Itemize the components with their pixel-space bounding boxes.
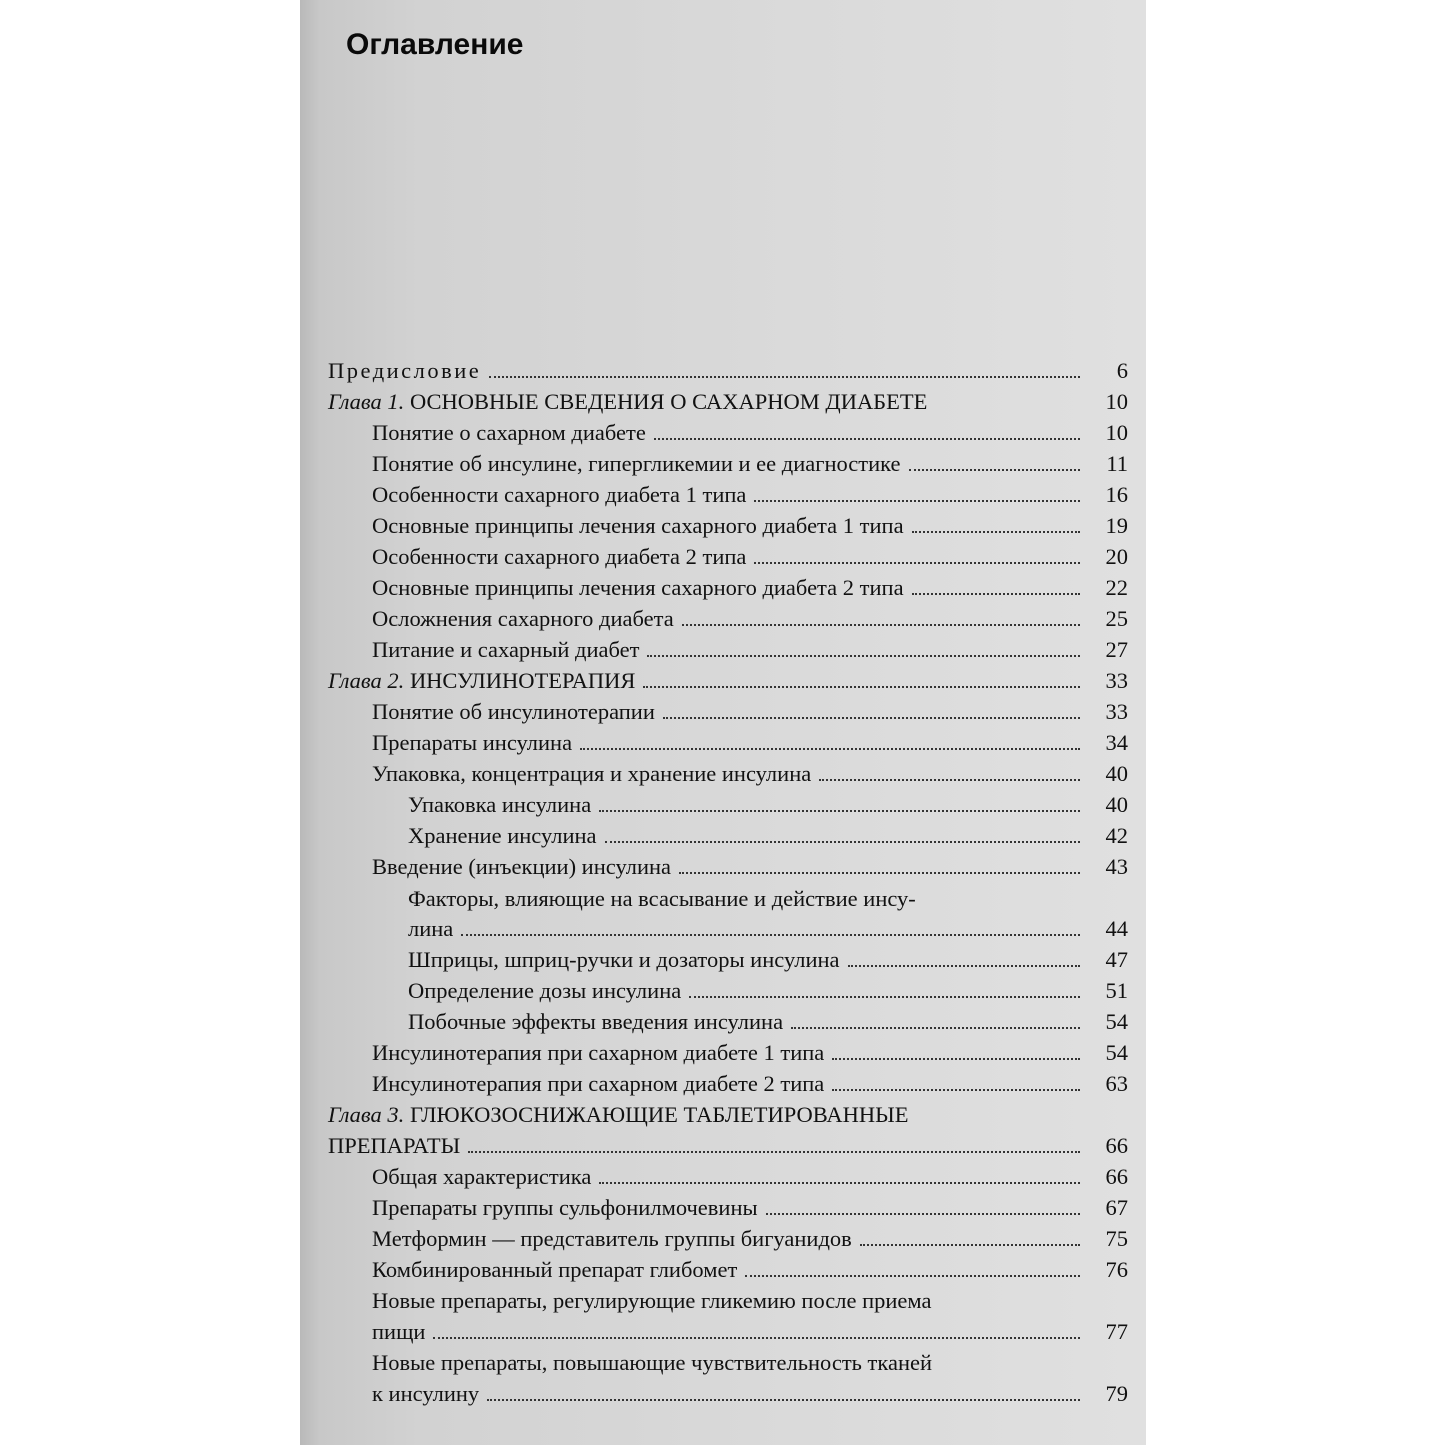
leader-dots (654, 438, 1080, 440)
toc-entry (328, 632, 1128, 663)
toc-page-number: 63 (1105, 1071, 1128, 1096)
toc-entry-label: Понятие об инсулинотерапии (372, 699, 655, 724)
leader-dots (860, 1244, 1080, 1246)
toc-page-number: 67 (1105, 1195, 1128, 1220)
toc-entry-label: Понятие о сахарном диабете (372, 420, 646, 445)
toc-entry-label: Инсулинотерапия при сахарном диабете 1 типа (372, 1040, 825, 1065)
toc-entry-label: Упаковка инсулина (408, 792, 592, 817)
toc-entry-label-continued: лина (408, 916, 454, 941)
leader-dots (935, 407, 1080, 409)
leader-dots (689, 996, 1080, 998)
leader-dots (754, 500, 1080, 502)
toc-entry-label: ГЛЮКОЗОСНИЖАЮЩИЕ ТАБЛЕТИРОВАННЫЕ (409, 1102, 909, 1127)
toc-entry (328, 350, 1128, 384)
leader-dots (487, 1399, 1080, 1401)
toc-page-number: 75 (1105, 1226, 1128, 1251)
toc-entry-label: Особенности сахарного диабета 2 типа (372, 544, 747, 569)
toc-entry-label: ОСНОВНЫЕ СВЕДЕНИЯ О САХАРНОМ ДИАБЕТЕ (409, 389, 928, 414)
toc-entry-label: Факторы, влияющие на всасывание и действие инсу- (408, 886, 916, 911)
toc-entry (328, 539, 1128, 570)
toc-entry-label: Особенности сахарного диабета 1 типа (372, 482, 747, 507)
toc-chapter-entry (328, 384, 1128, 415)
toc-page-number: 33 (1105, 668, 1128, 693)
toc-chapter-entry (328, 663, 1128, 694)
toc-page-number: 54 (1105, 1040, 1128, 1065)
toc-entry-label: Новые препараты, повышающие чувствительность тканей (372, 1350, 933, 1375)
toc-entry-label: Упаковка, концентрация и хранение инсулина (372, 761, 812, 786)
toc-entry (328, 818, 1128, 849)
leader-dots (461, 934, 1080, 936)
toc-entry-label: Новые препараты, регулирующие гликемию после приема (372, 1288, 932, 1313)
toc-entry (328, 725, 1128, 756)
toc-page-number: 33 (1105, 699, 1128, 724)
toc-entry-line2 (328, 1376, 1128, 1407)
toc-page-number: 47 (1105, 947, 1128, 972)
toc-entry (328, 694, 1128, 725)
toc-entry-line2 (328, 912, 1128, 942)
toc-page-number: 79 (1105, 1381, 1128, 1406)
leader-dots (909, 469, 1080, 471)
leader-dots (489, 376, 1080, 378)
toc-page-number: 34 (1105, 730, 1128, 755)
leader-dots (848, 965, 1080, 967)
toc-entry-label-continued: к инсулину (372, 1381, 480, 1406)
toc-entry-line2 (328, 1314, 1128, 1345)
toc-entry-label-continued: ПРЕПАРАТЫ (328, 1133, 461, 1158)
toc-page-number: 42 (1105, 823, 1128, 848)
toc-entry (328, 446, 1128, 477)
page-title: Оглавление (346, 28, 524, 61)
toc-entry-label: Определение дозы инсулина (408, 978, 682, 1003)
toc-entry-label: Препараты группы сульфонилмочевины (372, 1195, 758, 1220)
leader-dots (599, 810, 1080, 812)
toc-entry-label: Основные принципы лечения сахарного диабета 2 типа (372, 575, 904, 600)
toc-entry-line1 (328, 880, 1128, 912)
table-of-contents (328, 350, 1128, 1407)
toc-entry (328, 1004, 1128, 1035)
leader-dots (832, 1058, 1080, 1060)
leader-dots (599, 1182, 1080, 1184)
toc-entry (328, 787, 1128, 818)
chapter-prefix: Глава 2. (328, 668, 405, 693)
toc-entry-label: Побочные эффекты введения инсулина (408, 1009, 784, 1034)
toc-entry (328, 415, 1128, 446)
toc-entry-label: Хранение инсулина (408, 823, 597, 848)
toc-chapter-entry-line1 (328, 1097, 1128, 1128)
leader-dots (468, 1151, 1080, 1153)
chapter-prefix: Глава 1. (328, 389, 405, 414)
toc-entry-line1 (328, 1283, 1128, 1314)
toc-page-number: 76 (1105, 1257, 1128, 1282)
toc-page-number: 19 (1105, 513, 1128, 538)
toc-page-number: 20 (1105, 544, 1128, 569)
leader-dots (679, 872, 1080, 874)
toc-page-number: 40 (1105, 792, 1128, 817)
toc-entry-line1 (328, 1345, 1128, 1376)
toc-page-number: 16 (1105, 482, 1128, 507)
toc-page-number: 66 (1105, 1164, 1128, 1189)
toc-page-number: 27 (1105, 637, 1128, 662)
toc-entry (328, 756, 1128, 787)
leader-dots (663, 717, 1080, 719)
toc-page-number: 77 (1105, 1319, 1128, 1344)
leader-dots (682, 624, 1080, 626)
toc-chapter-entry-line2 (328, 1128, 1128, 1159)
toc-page-number: 25 (1105, 606, 1128, 631)
leader-dots (912, 593, 1080, 595)
toc-entry (328, 477, 1128, 508)
toc-entry-label-continued: пищи (372, 1319, 426, 1344)
toc-entry (328, 570, 1128, 601)
toc-entry-label: Осложнения сахарного диабета (372, 606, 674, 631)
toc-page-number: 11 (1106, 451, 1128, 476)
toc-entry (328, 1159, 1128, 1190)
toc-entry-label: Комбинированный препарат глибомет (372, 1257, 738, 1282)
toc-page-number: 22 (1105, 575, 1128, 600)
toc-entry (328, 942, 1128, 973)
toc-page-number: 66 (1105, 1133, 1128, 1158)
toc-page-number: 51 (1105, 978, 1128, 1003)
leader-dots (643, 686, 1080, 688)
toc-entry-label: Введение (инъекции) инсулина (372, 854, 672, 879)
toc-entry (328, 849, 1128, 880)
toc-entry (328, 1221, 1128, 1252)
toc-entry-label: Метформин — представитель группы бигуанидов (372, 1226, 852, 1251)
toc-page-number: 40 (1105, 761, 1128, 786)
toc-entry-label: Понятие об инсулине, гипергликемии и ее диагностике (372, 451, 901, 476)
leader-dots (912, 531, 1080, 533)
toc-entry-label: Шприцы, шприц-ручки и дозаторы инсулина (408, 947, 840, 972)
toc-entry-label: Препараты инсулина (372, 730, 573, 755)
leader-dots (819, 779, 1080, 781)
toc-entry (328, 1190, 1128, 1221)
toc-entry (328, 1066, 1128, 1097)
leader-dots (791, 1027, 1080, 1029)
toc-entry-label: Предисловие (328, 358, 482, 383)
toc-page-number: 43 (1105, 854, 1128, 879)
leader-dots (580, 748, 1080, 750)
leader-dots (766, 1213, 1080, 1215)
toc-page-number: 6 (1116, 358, 1128, 383)
toc-entry-label: Инсулинотерапия при сахарном диабете 2 типа (372, 1071, 825, 1096)
toc-entry (328, 1035, 1128, 1066)
book-page (300, 0, 1146, 1445)
leader-dots (754, 562, 1080, 564)
toc-page-number: 10 (1105, 420, 1128, 445)
toc-entry (328, 601, 1128, 632)
toc-entry-label: Общая характеристика (372, 1164, 592, 1189)
toc-entry-label: ИНСУЛИНОТЕРАПИЯ (409, 668, 636, 693)
leader-dots (605, 841, 1080, 843)
leader-dots (433, 1337, 1080, 1339)
toc-entry (328, 973, 1128, 1004)
toc-entry-label: Основные принципы лечения сахарного диабета 1 типа (372, 513, 904, 538)
toc-page-number: 10 (1105, 389, 1128, 414)
chapter-prefix: Глава 3. (328, 1102, 405, 1127)
toc-entry (328, 508, 1128, 539)
toc-entry (328, 1252, 1128, 1283)
leader-dots (647, 655, 1080, 657)
leader-dots (745, 1275, 1080, 1277)
toc-page-number: 54 (1105, 1009, 1128, 1034)
toc-page-number: 44 (1105, 916, 1128, 941)
leader-dots (832, 1089, 1080, 1091)
toc-entry-label: Питание и сахарный диабет (372, 637, 640, 662)
